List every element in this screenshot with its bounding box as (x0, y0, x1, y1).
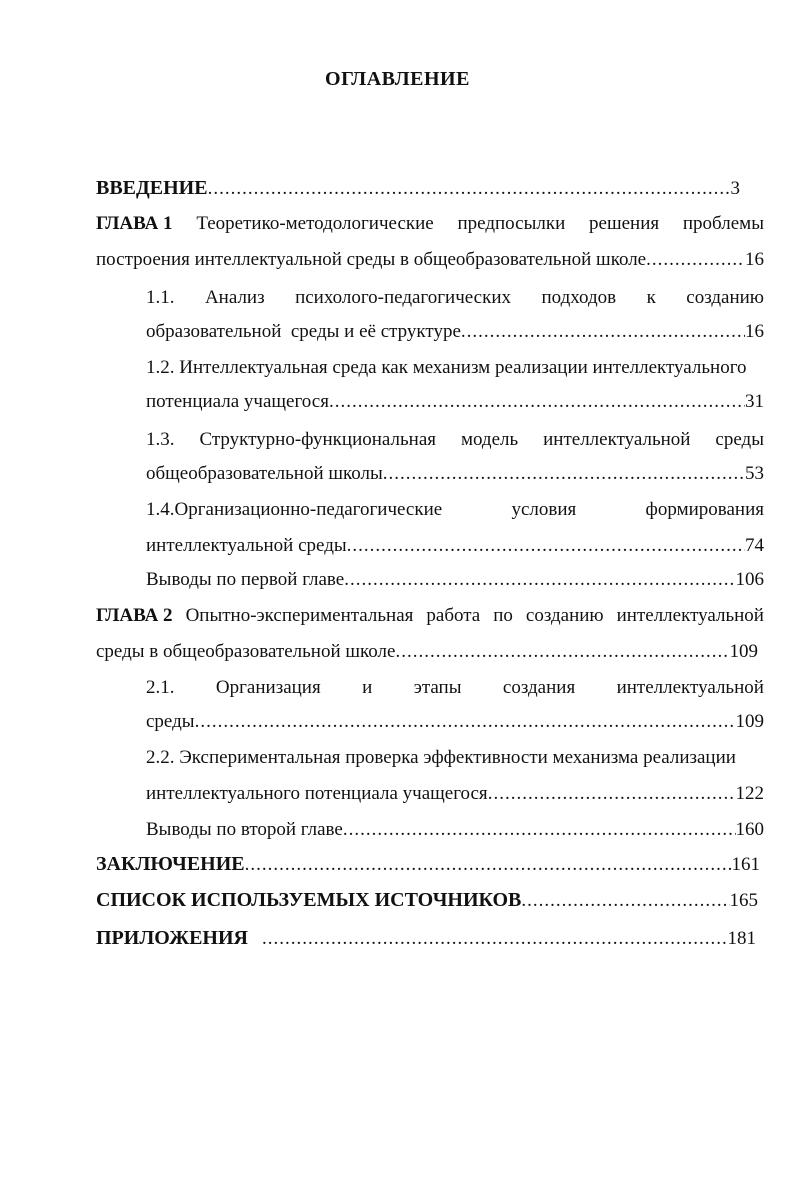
toc-word: проблемы (682, 213, 764, 234)
toc-entry-sources[interactable] (96, 888, 758, 913)
dot-leader (245, 853, 732, 877)
toc-section-2-conclusions[interactable] (146, 818, 764, 842)
toc-page-number: 165 (729, 890, 758, 911)
toc-entry-conclusion[interactable] (96, 852, 760, 877)
dot-leader (461, 320, 745, 344)
toc-word: создания (502, 677, 576, 698)
toc-word: Анализ (204, 287, 265, 308)
toc-word: Организация (215, 677, 321, 698)
toc-chapter-2-line1[interactable] (96, 604, 764, 628)
toc-page-number: 74 (745, 535, 764, 556)
toc-word: 2.1. (146, 677, 175, 698)
toc-label: ВВЕДЕНИЕ (96, 177, 208, 199)
toc-text: Выводы по второй главе (146, 819, 343, 840)
toc-chapter-2-line2[interactable] (96, 640, 758, 664)
toc-section-2-2-line2[interactable] (146, 782, 764, 806)
toc-entry-appendix[interactable] (96, 926, 756, 951)
toc-page-number: 161 (731, 854, 760, 875)
toc-text: среды (146, 711, 195, 732)
toc-section-1-4-line2[interactable] (146, 534, 764, 558)
dot-leader (395, 640, 729, 664)
dot-leader (343, 818, 736, 842)
toc-word: решения (589, 213, 660, 234)
dot-leader (383, 462, 745, 486)
toc-text: образовательной среды и её структуре (146, 321, 461, 342)
toc-word: и (362, 677, 373, 698)
toc-page-number: 122 (735, 783, 764, 804)
toc-word: интеллектуальной (543, 429, 691, 450)
toc-section-1-conclusions[interactable] (146, 568, 764, 592)
toc-chapter-1-line2[interactable] (96, 248, 764, 272)
toc-chapter-1-line1[interactable] (96, 212, 764, 236)
toc-word: Структурно-функциональная (199, 429, 437, 450)
toc-word: созданию (525, 605, 604, 626)
toc-text: 1.2. Интеллектуальная среда как механизм реализации интеллектуального (146, 357, 747, 378)
toc-word: 1.4.Организационно-педагогические (146, 499, 443, 520)
dot-leader (521, 889, 729, 913)
toc-word: формирования (645, 499, 764, 520)
toc-section-1-3-line2[interactable] (146, 462, 764, 486)
toc-word: созданию (686, 287, 764, 308)
toc-text: построения интеллектуальной среды в общеобразовательной школе (96, 249, 647, 270)
toc-section-2-2-line1[interactable] (146, 746, 764, 770)
toc-entry-intro[interactable] (96, 176, 740, 201)
toc-word: этапы (413, 677, 462, 698)
toc-word: условия (511, 499, 577, 520)
toc-page-number: 109 (729, 641, 758, 662)
toc-section-1-1-line1[interactable] (146, 286, 764, 310)
toc-word: предпосылки (457, 213, 566, 234)
toc-label: ЗАКЛЮЧЕНИЕ (96, 853, 245, 875)
toc-page-number: 16 (745, 321, 764, 342)
toc-page-number: 16 (745, 249, 764, 270)
toc-word: интеллектуальной (616, 605, 764, 626)
toc-word: среды (715, 429, 764, 450)
toc-section-2-1-line2[interactable] (146, 710, 764, 734)
toc-section-1-4-line1[interactable] (146, 498, 764, 522)
toc-word: работа (426, 605, 481, 626)
toc-text: общеобразовательной школы (146, 463, 383, 484)
toc-section-1-1-line2[interactable] (146, 320, 764, 344)
toc-section-1-3-line1[interactable] (146, 428, 764, 452)
toc-word: Теоретико-методологические (196, 213, 434, 234)
dot-leader (262, 927, 728, 951)
toc-word: к (646, 287, 656, 308)
chapter-label: ГЛАВА 1 (96, 213, 173, 234)
chapter-label: ГЛАВА 2 (96, 605, 173, 626)
toc-text: Выводы по первой главе (146, 569, 345, 590)
dot-leader (646, 248, 745, 272)
toc-page-number: 106 (735, 569, 764, 590)
toc-page-number: 31 (745, 391, 764, 412)
dot-leader (488, 782, 736, 806)
toc-text: интеллектуальной среды (146, 535, 347, 556)
toc-label: СПИСОК ИСПОЛЬЗУЕМЫХ ИСТОЧНИКОВ (96, 889, 522, 911)
toc-word: подходов (541, 287, 617, 308)
toc-label: ПРИЛОЖЕНИЯ (96, 927, 248, 949)
toc-word: по (493, 605, 513, 626)
toc-word: модель (460, 429, 519, 450)
toc-word: интеллектуальной (616, 677, 764, 698)
toc-page-number: 3 (730, 178, 740, 199)
toc-page-number: 53 (745, 463, 764, 484)
dot-leader (344, 568, 735, 592)
dot-leader (347, 534, 745, 558)
dot-leader (195, 710, 736, 734)
toc-section-2-1-line1[interactable] (146, 676, 764, 700)
toc-word: 1.3. (146, 429, 175, 450)
toc-text: 2.2. Экспериментальная проверка эффективности механизма реализации (146, 747, 736, 768)
toc-page-number: 181 (727, 928, 756, 949)
toc-text: потенциала учащегося (146, 391, 329, 412)
toc-section-1-2-line1[interactable] (146, 356, 764, 380)
page-title: ОГЛАВЛЕНИЕ (325, 68, 470, 90)
toc-section-1-2-line2[interactable] (146, 390, 764, 414)
toc-word: Опытно-экспериментальная (185, 605, 414, 626)
toc-word: психолого-педагогических (295, 287, 512, 308)
toc-page-number: 109 (735, 711, 764, 732)
toc-text: интеллектуального потенциала учащегося (146, 783, 488, 804)
toc-text: среды в общеобразовательной школе (96, 641, 396, 662)
dot-leader (208, 177, 731, 201)
toc-word: 1.1. (146, 287, 175, 308)
toc-page-number: 160 (735, 819, 764, 840)
dot-leader (329, 390, 745, 414)
